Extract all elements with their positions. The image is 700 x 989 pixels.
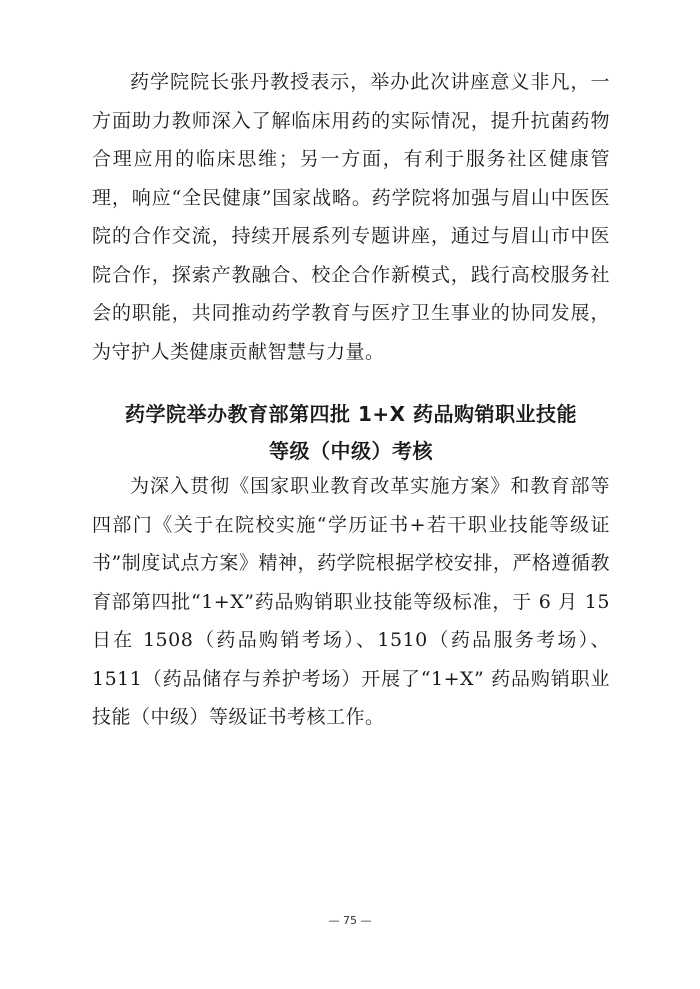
article-heading-line-1: 药学院举办教育部第四批 1+X 药品购销职业技能 [124,402,578,426]
page-number: — 75 — [328,914,372,927]
article-heading-line-2: 等级（中级）考核 [269,439,433,463]
paragraph-dean-statement: 药学院院长张丹教授表示，举办此次讲座意义非凡，一方面助力教师深入了解临床用药的实际情况，提升抗菌药物合理应用的临床思维；另一方面，有利于服务社区健康管理，响应“全民健康”国家战略。药学院将加强与眉山中医医院的合作交流，持续开展系列专题讲座，通过与眉山市中医院合作，探索产教融合、校企合作新模式，践行高校服务社会的职能，共同推动药学教育与医疗卫生事业的协同发展，为守护人类健康贡献智慧与力量。 [92,71,610,363]
paragraph-exam-description: 为深入贯彻《国家职业教育改革实施方案》和教育部等四部门《关于在院校实施“学历证书+若干职业技能等级证书”制度试点方案》精神，药学院根据学校安排，严格遵循教育部第四批“1+X”药品购销职业技能等级标准，于 6 月 15 日在 1508（药品购销考场）、1510（药品服务考场）、1511（药品储存与养护考场）开展了“1+X” 药品购销职业技能（中级）等级证书考核工作。 [92,475,610,728]
